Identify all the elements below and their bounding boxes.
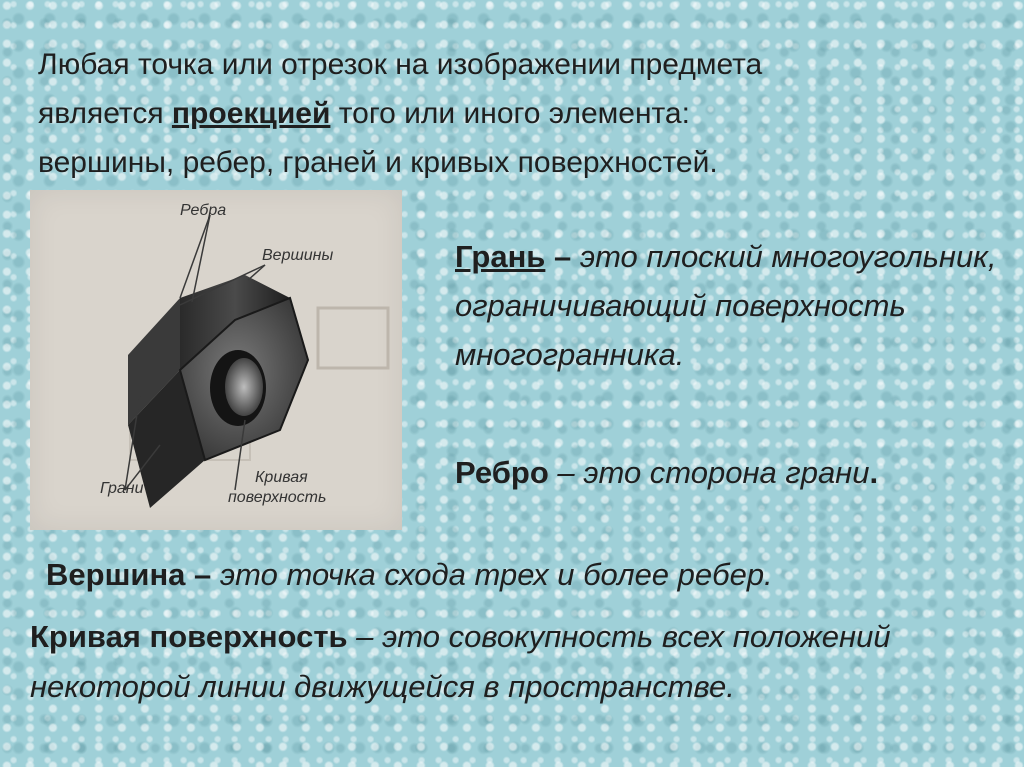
intro-line-2-post: того или иного элемента:: [330, 97, 690, 130]
intro-line-3: вершины, ребер, граней и кривых поверхностей.: [38, 146, 718, 179]
nut-hole-inner: [225, 358, 263, 416]
term-vertex: Вершина –: [46, 557, 212, 592]
edge-dash: –: [548, 455, 584, 490]
facet-text: это плоский многоугольник, ограничивающий поверхность многогранника.: [455, 239, 997, 372]
intro-line-1: Любая точка или отрезок на изображении предмета: [38, 48, 763, 81]
label-edges: Ребра: [180, 202, 227, 219]
intro-text: [38, 40, 998, 187]
label-curve-line2: поверхность: [228, 489, 327, 506]
definition-facet: [455, 232, 1015, 379]
term-curve-surface: Кривая поверхность: [30, 619, 348, 654]
intro-line-2: [38, 89, 998, 138]
term-edge: Ребро: [455, 455, 549, 490]
definition-curve-surface: [30, 612, 990, 712]
facet-dash: –: [545, 239, 580, 274]
intro-line-2-pre: является: [38, 97, 172, 130]
curve-dash: –: [347, 619, 383, 654]
definition-edge: [455, 454, 1015, 491]
label-vertices: Вершины: [262, 247, 334, 264]
term-facet: Грань: [455, 239, 546, 274]
label-faces: Грани: [100, 480, 144, 497]
hex-nut-drawing: [30, 190, 402, 530]
edge-text: это сторона грани: [583, 455, 870, 490]
label-curve-line1: Кривая: [255, 469, 308, 486]
intro-keyword-projection: проекцией: [171, 97, 331, 130]
hex-nut-figure: [30, 190, 402, 530]
definition-vertex: [46, 556, 1006, 593]
curve-text: это совокупность всех положений некоторой линии движущейся в пространстве.: [30, 619, 891, 704]
background-sketch-rect: [318, 308, 388, 368]
edge-end: .: [869, 455, 879, 490]
vertex-text: это точка схода трех и более ребер.: [211, 557, 773, 592]
